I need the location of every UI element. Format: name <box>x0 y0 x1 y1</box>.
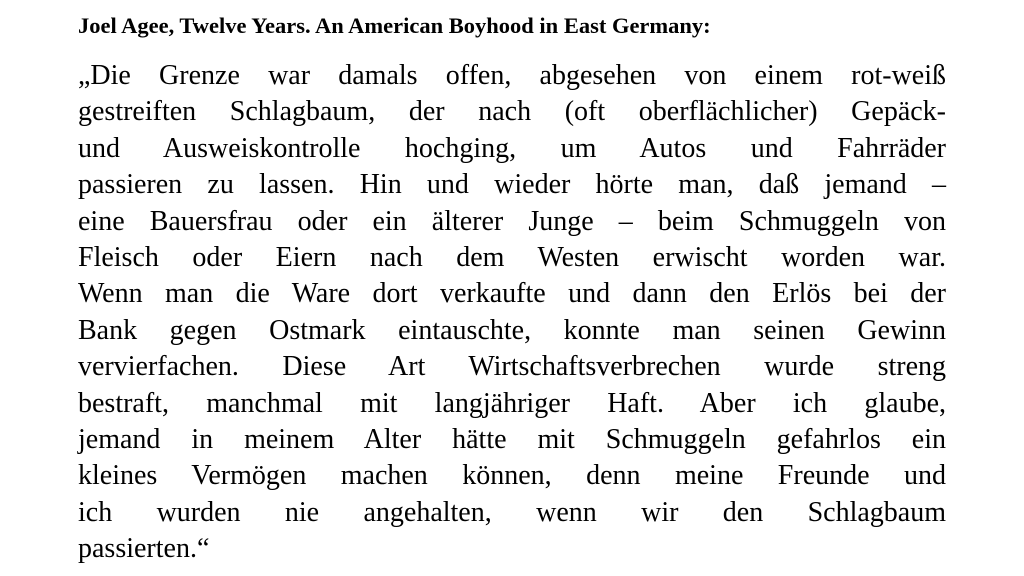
quote-line: ich wurden nie angehalten, wenn wir den Schlagbaum <box>78 496 946 528</box>
quote-line: Bank gegen Ostmark eintauschte, konnte man seinen Gewinn <box>78 314 946 346</box>
quote-line: kleines Vermögen machen können, denn meine Freunde und <box>78 460 946 492</box>
quote-line: bestraft, manchmal mit langjähriger Haft. Aber ich glaube, <box>78 387 946 419</box>
quote-line: und Ausweiskontrolle hochging, um Autos und Fahrräder <box>78 132 946 164</box>
quote-line: gestreiften Schlagbaum, der nach (oft oberflächlicher) Gepäck- <box>78 96 946 128</box>
quote-line: Wenn man die Ware dort verkaufte und dann den Erlös bei der <box>78 278 946 310</box>
quote-line: eine Bauersfrau oder ein älterer Junge – beim Schmuggeln von <box>78 205 946 237</box>
quote-line: jemand in meinem Alter hätte mit Schmuggeln gefahrlos ein <box>78 424 946 456</box>
quote-line: Fleisch oder Eiern nach dem Westen erwischt worden war. <box>78 242 946 274</box>
slide-heading: Joel Agee, Twelve Years. An American Boyhood in East Germany: <box>78 13 711 38</box>
quote-block <box>78 58 946 568</box>
quote-line: „Die Grenze war damals offen, abgesehen von einem rot-weiß <box>78 60 946 91</box>
quote-line: vervierfachen. Diese Art Wirtschaftsverbrechen wurde streng <box>78 351 946 383</box>
quote-line: passierten.“ <box>78 533 210 565</box>
quote-line: passieren zu lassen. Hin und wieder hörte man, daß jemand – <box>78 169 946 201</box>
